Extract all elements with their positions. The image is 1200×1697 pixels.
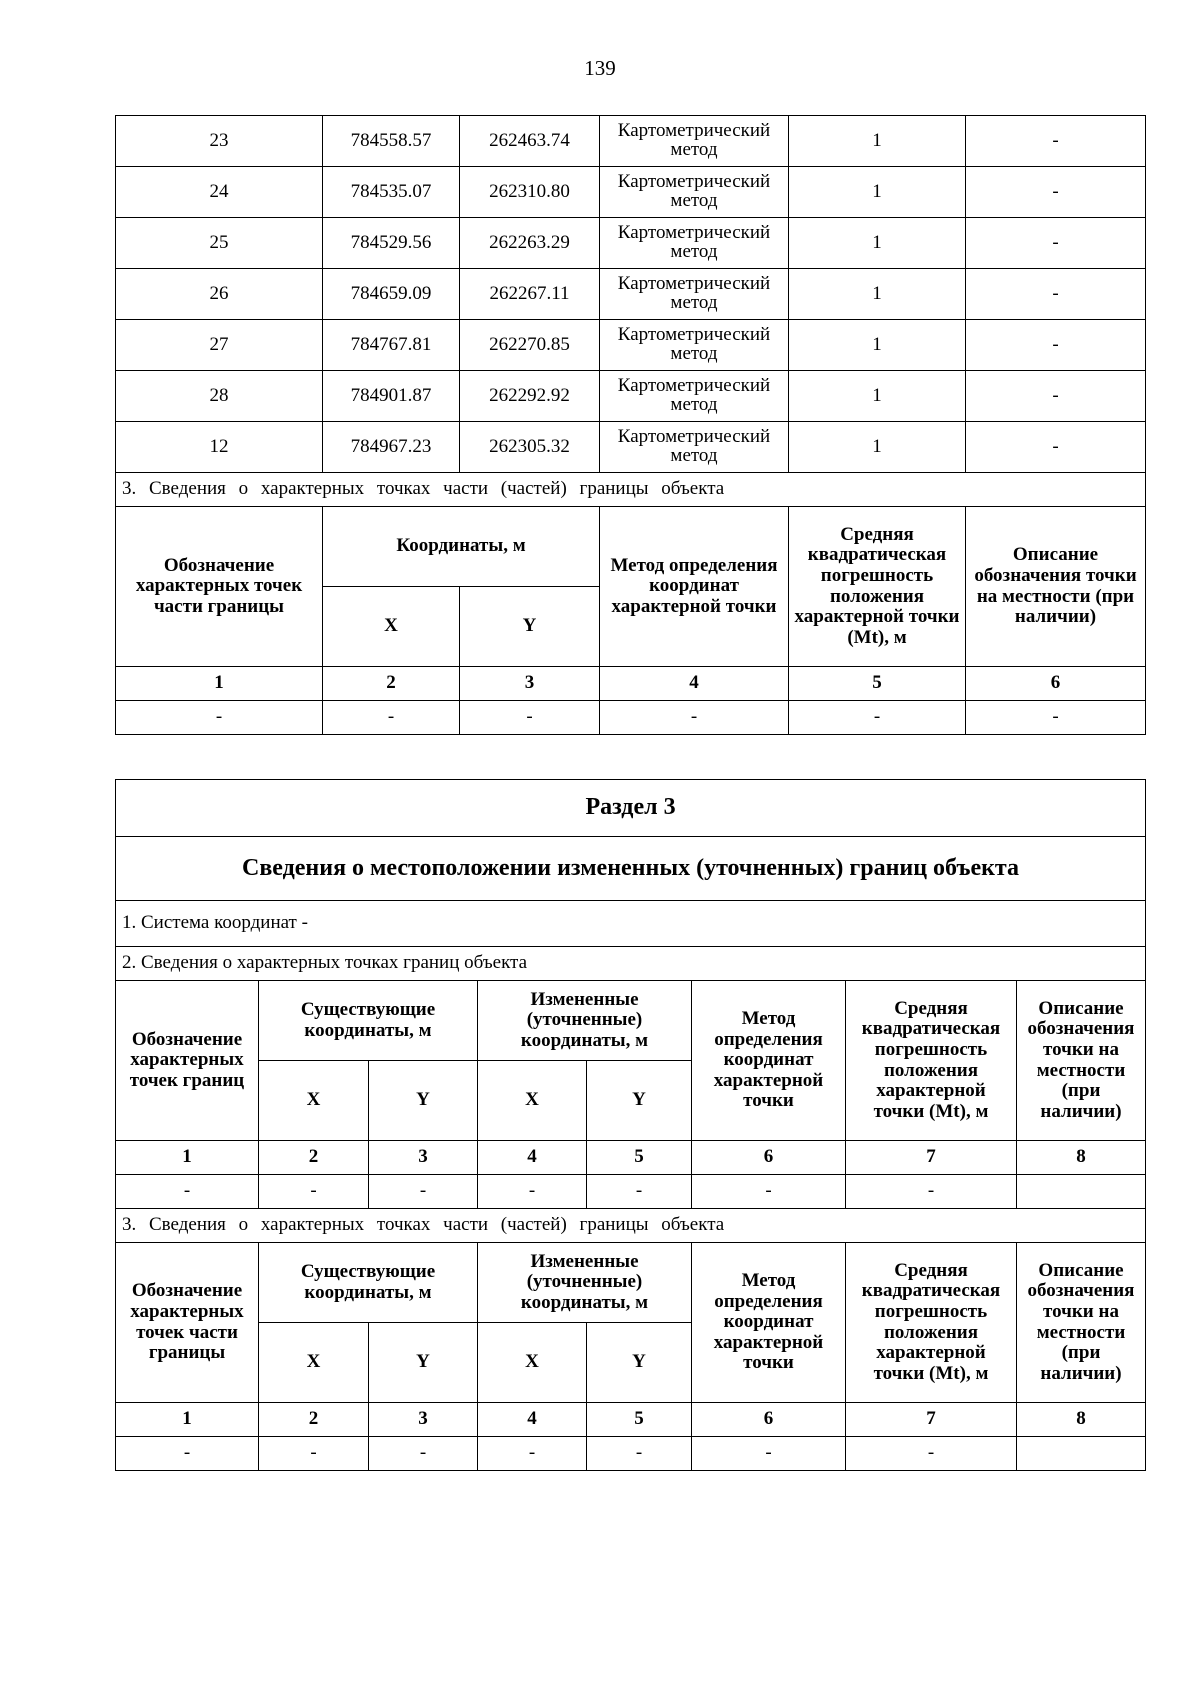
empty-cell: - [116, 701, 323, 735]
empty-cell: - [259, 1175, 369, 1209]
point-number: 24 [116, 167, 323, 218]
part2-title: 2. Сведения о характерных точках границ объекта [116, 947, 1146, 981]
header-mt: Средняя квадратическая погрешность положения характерной точки (Mt), м [846, 1243, 1017, 1403]
column-number: 2 [323, 667, 460, 701]
part3-title: 3. Сведения о характерных точках части (частей) границы объекта [116, 473, 1146, 507]
empty-cell: - [587, 1437, 692, 1471]
table-row [116, 320, 1146, 371]
table-row [116, 167, 1146, 218]
empty-cell: - [846, 1437, 1017, 1471]
column-number: 5 [587, 1403, 692, 1437]
header-x: X [323, 587, 460, 667]
description: - [966, 371, 1146, 422]
header-designation: Обозначение характерных точек части границы [116, 507, 323, 667]
empty-cell: - [692, 1437, 846, 1471]
empty-cell [1017, 1175, 1146, 1209]
coord-x: 784767.81 [323, 320, 460, 371]
points-table [115, 115, 1146, 735]
header-x: X [259, 1323, 369, 1403]
header-existing-coords: Существующие координаты, м [259, 1243, 478, 1323]
header-coords: Координаты, м [323, 507, 600, 587]
mt-value: 1 [789, 116, 966, 167]
empty-cell: - [323, 701, 460, 735]
header-method: Метод определения координат характерной точки [692, 1243, 846, 1403]
section-title: Раздел 3 [116, 780, 1146, 837]
column-number: 1 [116, 667, 323, 701]
header-y: Y [369, 1061, 478, 1141]
empty-cell [1017, 1437, 1146, 1471]
method: Картометрический метод [600, 371, 789, 422]
point-number: 12 [116, 422, 323, 473]
header-designation: Обозначение характерных точек границ [116, 981, 259, 1141]
column-number: 4 [478, 1403, 587, 1437]
column-number: 1 [116, 1141, 259, 1175]
mt-value: 1 [789, 218, 966, 269]
column-number: 8 [1017, 1403, 1146, 1437]
empty-cell: - [789, 701, 966, 735]
empty-cell: - [116, 1437, 259, 1471]
method: Картометрический метод [600, 167, 789, 218]
header-existing-coords: Существующие координаты, м [259, 981, 478, 1061]
empty-cell: - [460, 701, 600, 735]
column-number: 3 [369, 1403, 478, 1437]
table-row [116, 371, 1146, 422]
column-number: 6 [692, 1141, 846, 1175]
header-y: Y [587, 1323, 692, 1403]
header-method: Метод определения координат характерной точки [600, 507, 789, 667]
mt-value: 1 [789, 167, 966, 218]
method: Картометрический метод [600, 422, 789, 473]
mt-value: 1 [789, 320, 966, 371]
point-number: 23 [116, 116, 323, 167]
table-row [116, 269, 1146, 320]
header-changed-coords: Измененные (уточненные) координаты, м [478, 1243, 692, 1323]
coord-x: 784901.87 [323, 371, 460, 422]
description: - [966, 218, 1146, 269]
column-number: 1 [116, 1403, 259, 1437]
empty-cell: - [692, 1175, 846, 1209]
point-number: 27 [116, 320, 323, 371]
table-row [116, 422, 1146, 473]
empty-cell: - [478, 1175, 587, 1209]
page-number: 139 [584, 56, 616, 80]
header-changed-coords: Измененные (уточненные) координаты, м [478, 981, 692, 1061]
section3-table [115, 779, 1146, 1471]
table-row [116, 218, 1146, 269]
coord-y: 262267.11 [460, 269, 600, 320]
description: - [966, 422, 1146, 473]
header-x: X [478, 1061, 587, 1141]
description: - [966, 269, 1146, 320]
point-number: 25 [116, 218, 323, 269]
coord-y: 262263.29 [460, 218, 600, 269]
coord-y: 262305.32 [460, 422, 600, 473]
method: Картометрический метод [600, 116, 789, 167]
column-number: 2 [259, 1403, 369, 1437]
header-description: Описание обозначения точки на местности (при наличии) [966, 507, 1146, 667]
header-mt: Средняя квадратическая погрешность положения характерной точки (Mt), м [846, 981, 1017, 1141]
section-subtitle: Сведения о местоположении измененных (уточненных) границ объекта [116, 837, 1146, 901]
coord-x: 784967.23 [323, 422, 460, 473]
column-number: 3 [460, 667, 600, 701]
empty-cell: - [369, 1437, 478, 1471]
empty-cell: - [116, 1175, 259, 1209]
empty-cell: - [587, 1175, 692, 1209]
header-x: X [259, 1061, 369, 1141]
coord-system: 1. Система координат - [116, 901, 1146, 947]
column-number: 4 [600, 667, 789, 701]
coord-x: 784558.57 [323, 116, 460, 167]
mt-value: 1 [789, 371, 966, 422]
empty-cell: - [966, 701, 1146, 735]
method: Картометрический метод [600, 320, 789, 371]
column-number: 6 [692, 1403, 846, 1437]
column-number: 6 [966, 667, 1146, 701]
header-designation: Обозначение характерных точек части границы [116, 1243, 259, 1403]
coord-x: 784535.07 [323, 167, 460, 218]
point-number: 28 [116, 371, 323, 422]
empty-cell: - [600, 701, 789, 735]
table-row [116, 116, 1146, 167]
part3-title: 3. Сведения о характерных точках части (частей) границы объекта [116, 1209, 1146, 1243]
coord-y: 262292.92 [460, 371, 600, 422]
column-number: 5 [587, 1141, 692, 1175]
empty-cell: - [369, 1175, 478, 1209]
header-description: Описание обозначения точки на местности (при наличии) [1017, 981, 1146, 1141]
column-number: 7 [846, 1141, 1017, 1175]
header-description: Описание обозначения точки на местности (при наличии) [1017, 1243, 1146, 1403]
column-number: 4 [478, 1141, 587, 1175]
column-number: 7 [846, 1403, 1017, 1437]
header-method: Метод определения координат характерной точки [692, 981, 846, 1141]
column-number: 2 [259, 1141, 369, 1175]
description: - [966, 167, 1146, 218]
mt-value: 1 [789, 422, 966, 473]
header-y: Y [369, 1323, 478, 1403]
coord-y: 262463.74 [460, 116, 600, 167]
method: Картометрический метод [600, 218, 789, 269]
mt-value: 1 [789, 269, 966, 320]
header-mt: Средняя квадратическая погрешность положения характерной точки (Mt), м [789, 507, 966, 667]
method: Картометрический метод [600, 269, 789, 320]
column-number: 5 [789, 667, 966, 701]
header-y: Y [587, 1061, 692, 1141]
coord-y: 262270.85 [460, 320, 600, 371]
header-x: X [478, 1323, 587, 1403]
header-y: Y [460, 587, 600, 667]
coord-x: 784529.56 [323, 218, 460, 269]
empty-cell: - [846, 1175, 1017, 1209]
empty-cell: - [478, 1437, 587, 1471]
column-number: 8 [1017, 1141, 1146, 1175]
description: - [966, 116, 1146, 167]
empty-cell: - [259, 1437, 369, 1471]
coord-y: 262310.80 [460, 167, 600, 218]
description: - [966, 320, 1146, 371]
column-number: 3 [369, 1141, 478, 1175]
coord-x: 784659.09 [323, 269, 460, 320]
point-number: 26 [116, 269, 323, 320]
